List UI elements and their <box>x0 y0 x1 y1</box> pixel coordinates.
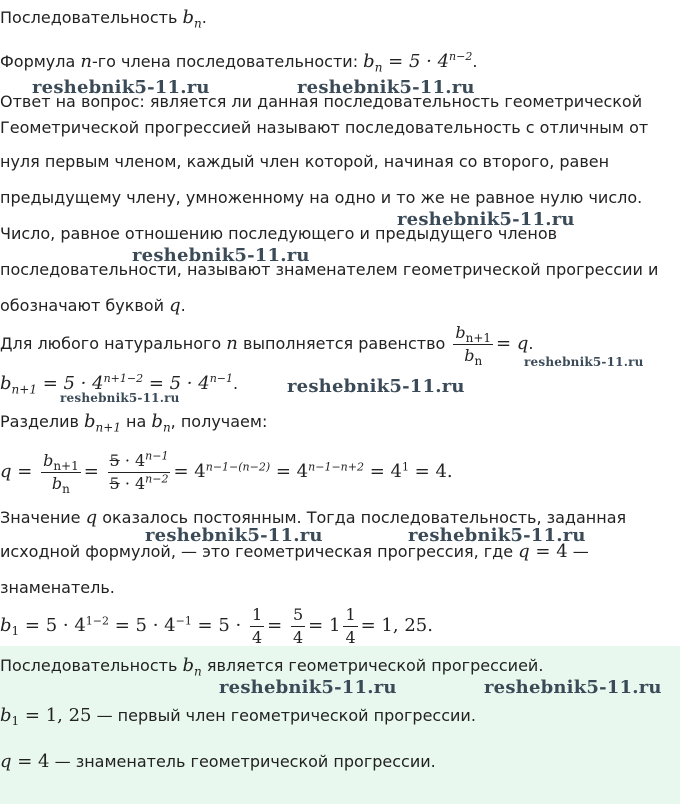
answer-line-1: Последовательность $b_n$ является геометрической прогрессией. <box>0 655 544 679</box>
b1-computation: $b_1 = 5 \cdot 4^{1-2} = 5 \cdot 4^{-1} = 5$ · $\frac{1}{4}$ = $\frac{5}{4}$ = 1 $\frac{1}{4}$ = 1, 25. <box>0 605 433 647</box>
math-bn: $b_n$ <box>182 7 202 31</box>
sequence-title: Последовательность $b_n$. <box>0 7 207 31</box>
watermark: reshebnik5-11.ru <box>524 355 644 369</box>
definition-line-6: обозначают буквой q. <box>0 295 186 316</box>
answer-line-2: $b_1 = 1$, 25 — первый член геометрической прогрессии. <box>0 705 476 729</box>
watermark: reshebnik5-11.ru <box>297 77 475 98</box>
definition-line-3: предыдущему члену, умноженному на одно и то же не равное нулю число. <box>0 188 643 207</box>
divide-line: Разделив $b_{n+1}$ на $b_n$, получаем: <box>0 411 268 435</box>
watermark: reshebnik5-11.ru <box>60 391 180 405</box>
definition-line-5: последовательности, называют знаменателем геометрической прогрессии и <box>0 260 659 279</box>
formula-line: Формула n-го члена последовательности: $b_n = 5 \cdot 4^{n-2}$. <box>0 50 478 75</box>
watermark: reshebnik5-11.ru <box>408 525 586 546</box>
formula-math: $b_n = 5 \cdot 4^{n-2}$ <box>363 50 473 75</box>
watermark: reshebnik5-11.ru <box>32 77 210 98</box>
ratio-line: Для любого натурального n выполняется равенство $\frac{b_{n+1}}{b_n}$ = q. <box>0 323 534 369</box>
definition-line-4: Число, равное отношению последующего и предыдущего членов <box>0 224 558 243</box>
watermark: reshebnik5-11.ru <box>397 209 575 230</box>
definition-line-2: нуля первым членом, каждый член которой, начиная со второго, равен <box>0 152 610 171</box>
conclusion-line-2: исходной формулой, — это геометрическая прогрессия, где q = 4 — <box>0 541 589 562</box>
definition-line-1: Геометрической прогрессией называют последовательность с отличным от <box>0 118 649 137</box>
watermark: reshebnik5-11.ru <box>219 677 397 698</box>
answer-line-3: q = 4 — знаменатель геометрической прогрессии. <box>0 751 436 772</box>
watermark: reshebnik5-11.ru <box>484 677 662 698</box>
watermark: reshebnik5-11.ru <box>145 525 323 546</box>
question-line: Ответ на вопрос: является ли данная последовательность геометрической <box>0 92 643 111</box>
conclusion-line-1: Значение q оказалось постоянным. Тогда последовательность, заданная <box>0 507 627 528</box>
watermark: reshebnik5-11.ru <box>132 245 310 266</box>
watermark: reshebnik5-11.ru <box>287 376 465 397</box>
ratio-fraction: $\frac{b_{n+1}}{b_n}$ <box>455 323 492 369</box>
bn1-formula: $b_{n+1} = 5 \cdot 4^{n+1-2} = 5 \cdot 4^{n-1}$. <box>0 372 239 397</box>
conclusion-line-3: знаменатель. <box>0 578 115 597</box>
q-computation: q = $\frac{b_{n+1}}{b_n}$ = $\frac{5 \cdot 4^{n-1}}{5 \cdot 4^{n-2}}$ = $4^{n-1-(n-2)} = 4^{n-1-n+2} = 4^1 = 4$. <box>0 449 453 497</box>
